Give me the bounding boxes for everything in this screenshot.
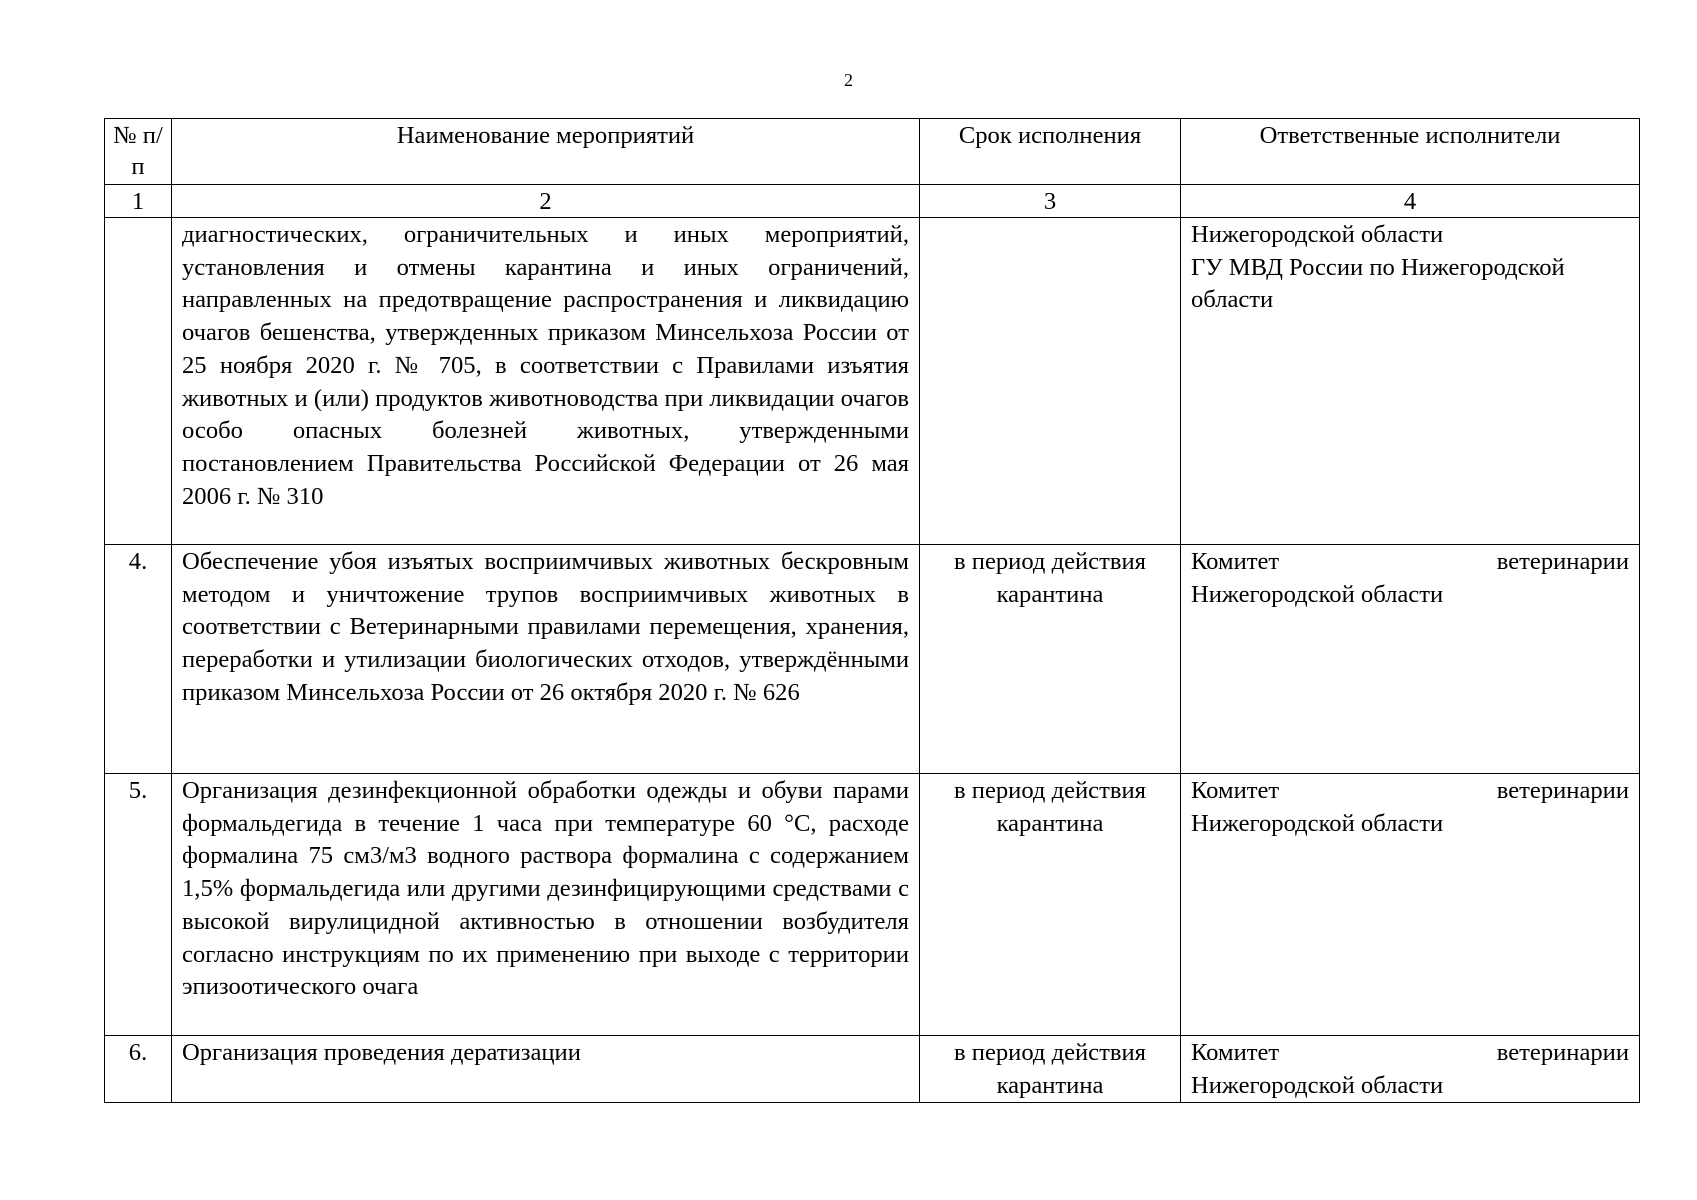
deadline <box>920 218 1181 545</box>
measures-table <box>104 118 1640 1103</box>
responsible-line: Нижегородской области <box>1191 809 1444 837</box>
responsible-line: ГУ МВД России по Нижегородской области <box>1191 253 1565 314</box>
header-term: Срок исполнения <box>920 119 1181 185</box>
responsible-line: Комитет ветеринарии <box>1191 1039 1629 1066</box>
measure-name: Организация дезинфекционной обработки одежды и обуви парами формальдегида в течение 1 часа при температуре 60 °С, расходе формалина 75 см3/м3 водного раствора формалина с содержанием 1,5% формальдегида или другими дезинфицирующими средствами с высокой вирулицидной активностью в отношении возбудителя согласно инструкциям по их применению при выходе с территории эпизоотического очага <box>172 774 920 1036</box>
header-responsible: Ответственные исполнители <box>1181 119 1640 185</box>
table-row <box>105 774 1640 1036</box>
column-number: 3 <box>920 185 1181 218</box>
row-number <box>105 218 172 545</box>
table-row <box>105 218 1640 545</box>
measure-name: Организация проведения дератизации <box>172 1036 920 1103</box>
row-number: 5. <box>105 774 172 1036</box>
table-header-row <box>105 119 1640 185</box>
header-name: Наименование мероприятий <box>172 119 920 185</box>
responsible-cell <box>1181 545 1640 774</box>
page-number: 2 <box>844 70 853 90</box>
responsible-cell <box>1181 218 1640 545</box>
column-number: 2 <box>172 185 920 218</box>
responsible-line: Комитет ветеринарии <box>1191 777 1629 804</box>
header-num: № п/п <box>105 119 172 185</box>
measure-name: Обеспечение убоя изъятых восприимчивых животных бескровным методом и уничтожение трупов восприимчивых животных в соответствии с Ветеринарными правилами перемещения, хранения, переработки и утилизации биологических отходов, утверждёнными приказом Минсельхоза России от 26 октября 2020 г. № 626 <box>172 545 920 774</box>
row-number: 4. <box>105 545 172 774</box>
deadline: в период действия карантина <box>920 545 1181 774</box>
deadline: в период действия карантина <box>920 1036 1181 1103</box>
column-number: 1 <box>105 185 172 218</box>
column-number-row <box>105 185 1640 218</box>
row-number: 6. <box>105 1036 172 1103</box>
responsible-line: Нижегородской области <box>1191 1071 1444 1099</box>
responsible-cell <box>1181 1036 1640 1103</box>
responsible-line: Нижегородской области <box>1191 221 1444 248</box>
deadline: в период действия карантина <box>920 774 1181 1036</box>
responsible-cell <box>1181 774 1640 1036</box>
column-number: 4 <box>1181 185 1640 218</box>
measure-name: диагностических, ограничительных и иных мероприятий, установления и отмены карантина и иных ограничений, направленных на предотвращение распространения и ликвидацию очагов бешенства, утвержденных приказом Минсельхоза России от 25 ноября 2020 г. № 705, в соответствии с Правилами изъятия животных и (или) продуктов животноводства при ликвидации очагов особо опасных болезней животных, утвержденными постановлением Правительства Российской Федерации от 26 мая 2006 г. № 310 <box>172 218 920 545</box>
responsible-line: Нижегородской области <box>1191 580 1444 608</box>
table-row <box>105 1036 1640 1103</box>
table-row <box>105 545 1640 774</box>
responsible-line: Комитет ветеринарии <box>1191 548 1629 575</box>
